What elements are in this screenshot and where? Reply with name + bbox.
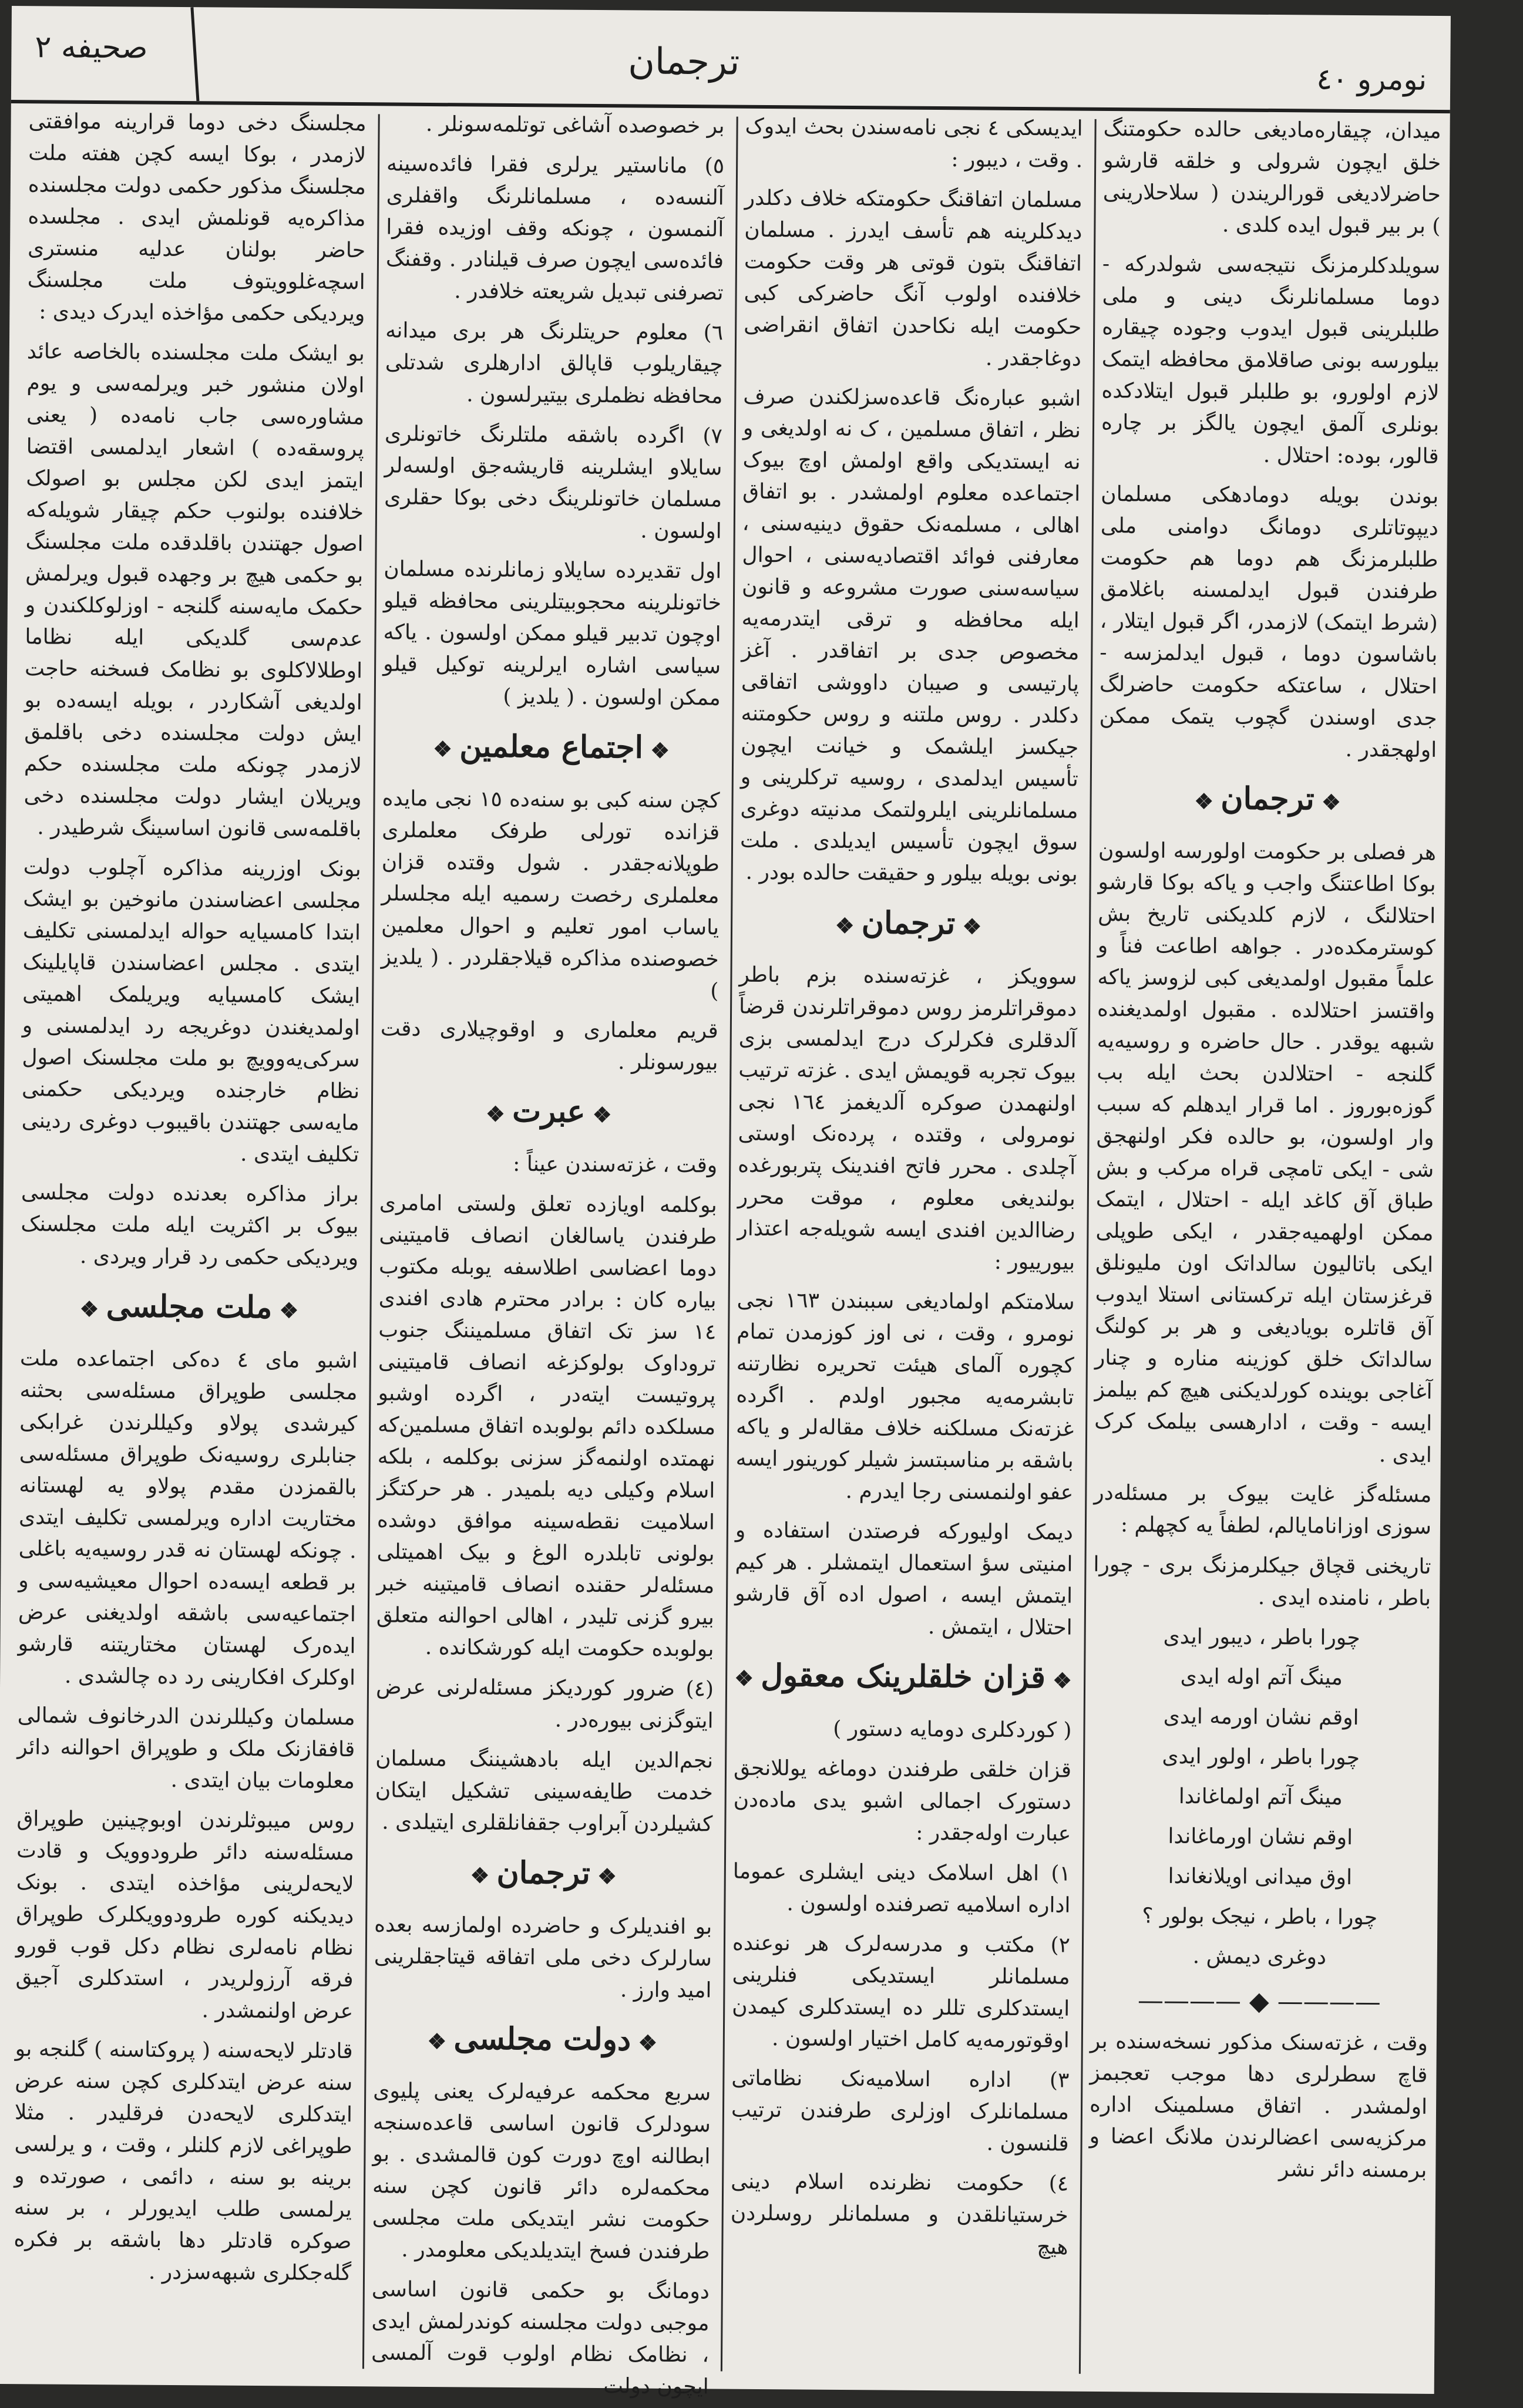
issue-number-label: نومرو ٤٠ bbox=[1316, 62, 1427, 97]
article-paragraph: بونک اوزرینه مذاکره آچلوب دولت مجلسی اعضاسندن مانوخین بو ایشک ابتدا کامسیایه حواله ایدلمسنی تکلیف ایتدی . مجلس اعضاسندن قاپایلینک ایشک کامسیایه ویریلمک اهمیتی اولمدیغندن دوغریجه رد ایدلمسنی و سرکی‌یه‌وویچ بو ملت مجلسنک اصول نظام خارجنده ویردیکی حکمنی مایه‌سی جهتندن باقیبوب دوغری ردینی تکلیف ایتدی . bbox=[21, 855, 361, 1167]
article-paragraph: سوویکز ، غزته‌سنده بزم باطر دموقراتلرمز روس دموقراتلرندن قرضاً آلدقلری فکرلرک درج ایدلمسی بزی بیوک تجربه قویمش ایدی . غزته ترتیب اولنهمدن صوکره آلدیغمز ١٦٤ نجی نومرولی ، وقتده ، پرده‌نک اوستی آچلدی . محرر فاتح افندینک پتربورغده بولندیغی معلوم ، موقت محرر رضاالدین افندی ایسه شویله‌جه اعتذار بیورییور : bbox=[737, 962, 1077, 1275]
article-paragraph: ٤) حکومت نظرنده اسلام دینی خرستیانلقدن و مسلمانلر روسلردن هیچ bbox=[730, 2169, 1069, 2259]
scan-background bbox=[1451, 0, 1523, 2390]
poem-line: مینگ آتم اولماغاندا bbox=[1178, 1784, 1343, 1810]
article-paragraph: ٥) ماناستیر یرلری فقرا فائده‌سینه آلنسه‌ده ، مسلمانلرنگ واقفلری آلنمسون ، چونکه وقف اوزیده فقرا فائده‌سی ایچون صرف قیلنادر . وقفنگ تصرفنی تبدیل شریعته خلافدر . bbox=[385, 151, 725, 305]
article-paragraph: مجلسنگ دخی دوما قرارینه موافقتی لازمدر ، بوکا ایسه کچن هفته ملت مجلسنگ مذکور حکمی دولت مجلسنده مذاکره‌یه قونلمش ایدی . مجلسده حاضر بولنان عدلیه منستری اسچه‌غلوویتوف ملت مجلسنگ ویردیکی حکمی مؤاخذه ایدرک دیدی : bbox=[27, 109, 367, 326]
article-paragraph: براز مذاکره بعدنده دولت مجلسی بیوک بر اکثریت ایله ملت مجلسنک ویردیکی حکمی رد قرار ویردی . bbox=[21, 1180, 359, 1271]
section-heading: ❖ ملت مجلسی ❖ bbox=[20, 1282, 358, 1335]
article-paragraph: وقت ، غزته‌سندن عیناً : bbox=[513, 1152, 718, 1178]
column-2 bbox=[729, 111, 1083, 2380]
article-paragraph: کچن سنه کبی بو سنه‌ده ١٥ نجی مایده قزانده تورلی طرفک معلملری طوپلانه‌جقدر . شول وقتده قزان معلملری رخصت رسمیه ایله مجلسلر یاساب امور تعلیم و احوال معلمین خصوصنده مذاکره قیلاجقلردر . ( یلدیز ) bbox=[381, 786, 720, 1003]
article-paragraph: قادتلر لایحه‌سنه ( پروکتاسنه ) گلنجه بو سنه عرض ایتدکلری کچن سنه عرض ایتدکلری لایحه‌دن فرقلیدر . مثلا طوپراغی لازم کلنلر ، وقت ، و یرلسی برینه بو سنه ، دائمی ، صورتده و یرلمسی طلب ایدیورلر ، بر سنه صوکره قادتلر دها باشقه بر فکره گله‌جکلری شبهه‌سزدر . bbox=[14, 2037, 353, 2286]
section-heading: ❖ ترجمان ❖ bbox=[375, 1848, 713, 1901]
article-paragraph: بو ایشک ملت مجلسنده بالخاصه عائد اولان منشور خبر ویرلمه‌سی و یوم مشاوره‌سی جاب نامه‌ده ( یعنی پروسقه‌ده ) اشعار ایدلمسی اقتضا ایتمز ایدی لکن مجلس بو اصولک خلافنده بولنوب حکم چیقار شویله‌که اصول جهتندن باقلدقده ملت مجلسنگ بو حکمی هیچ بر وجهده قبول ویرلمش حکمک مایه‌سنه گلنجه - اوزلوکلکندن و عدم‌سی گلدیکی ایله نظاما اوطلالاکلوی بو نظامک فسخنه حاجت اولدیغی آشکاردر ، بویله ایسه‌ده بو ایش دولت مجلسنده دخی باقلمق لازمدر چونکه ملت مجلسنده حکم ویریلان ایشار دولت مجلسنده دخی باقلمه‌سی قانون اساسینگ شرطیدر . bbox=[23, 339, 365, 842]
ink-stroke bbox=[190, 7, 199, 101]
article-paragraph: نجم‌الدین ایله بادهشیننگ مسلمان خدمت طایفه‌سینی تشکیل ایتکان کشیلردن آبراوب جقفانلقلری ایتیلدی . bbox=[375, 1746, 714, 1837]
poem-line: مینگ آتم اوله ایدی bbox=[1180, 1664, 1343, 1690]
article-paragraph: ٦) معلوم حریتلرنگ هر بری میدانه چیقاریلوب قاپالق ادارهلری شدتلی محافظه نظملری بیتیرلسون . bbox=[385, 318, 724, 409]
article-paragraph: اشبو مای ٤ ده‌کی اجتماعده ملت مجلسی طوپراق مسئله‌سی بحثنه کیرشدی پولاو وکیللرندن غرابکی جنابلری روسیه‌نک طوپراق مسئله‌سی بالقمزدن مقدم پولاو یه لهستانه مختاریت اداره ویرلمسی تکلیف ایتدی . چونکه لهستان نه قدر روسیه‌یه باغلی بر قطعه ایسه‌ده احوال معیشیه‌سی و اجتماعیه‌سی باشقه اولدیغنی عرض ایده‌رک لهستان مختاریتنه قارشو اوکلرک افکارینی رد ده چالشدی . bbox=[18, 1346, 358, 1690]
article-paragraph: هر فصلی بر حکومت اولورسه اولسون بوکا اطاعتنگ واجب و یاکه بوکا قارشو احتلالنگ ، لازم کلدیکنی تاریخ بش کوسترمکده‌در . جواهه اطاعت فناً و علماً مقبول اولمدیغی کبی لزوسز یاکه واقتسز احتلالده . مقبول اولمدیغنده شبهه یوقدر . حال حاضره و روسیه‌یه گلنجه - احتلالدن بحث ایله بب گوزه‌بوروز . اما قرار ایدهلم که سبب وار اولسون، بو حالده فکر اولنهجق شی - ایکی تامچی قراه مرکب و بش طباق آق کاغد ایله - احتلال ، ایتمک ممکن اولهمیه‌جقدر ، ایکی طوپلی ایکی باتالیون سالداتک اون ملیونلق قرغزستان ایله ترکستانی استلا ایدوب آق قاتلره بویادیغی و هر بر کولنگ سالداتک خلق کوزینه مناره و چنار آغاجی بوینده کورلدیکنی هیچ کم بیلمز ایسه - وقت ، ادارهسی بیلمک کرک ایدی . bbox=[1094, 838, 1437, 1467]
newspaper-title: ترجمان bbox=[628, 39, 740, 83]
masthead bbox=[11, 6, 1451, 116]
section-heading: ❖ عبرت ❖ bbox=[380, 1087, 718, 1139]
article-paragraph: سلامتکم اولمادیغی سببندن ١٦٣ نجی نومرو ، وقت ، نی اوز کوزمدن تمام کچوره آلمای هیئت تحریره نظارتنه تابشرمه‌یه مجبور اولدم . اگرده غزته‌نک مسلکنه خلاف مقاله‌لر و یاکه باشقه بر مناسبتسز شیلر کورینور ایسه عفو اولنمسنی رجا ایدرم . bbox=[735, 1288, 1075, 1505]
section-heading: ❖ دولت مجلسی ❖ bbox=[374, 2015, 712, 2067]
article-paragraph: قریم معلماری و اوقوچیلاری دقت بیورسونلر . bbox=[380, 1016, 718, 1075]
poem-line: اوق میدانی اویلانغاندا bbox=[1168, 1864, 1353, 1890]
article-paragraph: سربع محکمه عرفیه‌لرک یعنی پلیوی سودلرک قانون اساسی قاعده‌سنجه ابطالنه اوچ دورت کون قالمشدی . بو محکمه‌لره دائر قانون کچن سنه حکومت نشر ایتدیکی ملت مجلسی طرفندن فسخ ایتدیلدیکی معلومدر . bbox=[372, 2079, 711, 2264]
article-paragraph: ٢) مکتب و مدرسه‌لرک هر نوعنده مسلمانلر ایستدیکی فنلرینی ایستدکلری تللر ده ایستدکلری کیمدن اوقوتورمه‌یه کامل اختیار اولسون . bbox=[732, 1931, 1071, 2053]
section-heading: ❖ اجتماع معلمین ❖ bbox=[382, 722, 721, 774]
section-heading: ❖ قزان خلقلرینک معقول ❖ bbox=[734, 1652, 1073, 1705]
column-4 bbox=[13, 106, 367, 2375]
article-paragraph: وقت ، غزته‌سنک مذکور نسخه‌سنده بر قاچ سطرلری دها موجب تعجبمز اولمشدر . اتفاق مسلمینک اداره مرکزیه‌سی اعضالرندن ملانگ اعضا و برمسنه دائر نشر bbox=[1089, 2029, 1428, 2183]
article-paragraph: دیمک اولیورکه فرصتدن استفاده و امنیتی سؤ استعمال ایتمشلر . هر کیم ایتمش ایسه ، اصول اده آق قارشو احتلال ، ایتمش . bbox=[735, 1518, 1074, 1640]
article-paragraph: قزان خلقی طرفندن دوماغه یوللانجق دستورک اجمالی اشبو یدی ماده‌دن عبارت اوله‌جقدر : bbox=[733, 1756, 1072, 1846]
article-columns bbox=[0, 106, 1450, 2399]
poem-line: چورا ، باطر ، نیجک بولور ؟ bbox=[1142, 1904, 1378, 1930]
article-paragraph: سویلدکلرمزنگ نتیجه‌سی شولدرکه - دوما مسلمانلرنگ دینی و ملی طلبلرینی قبول ایدوب وجوده چیقاره بیلورسه بونی صاقلامق محافظه ایتمک لازم اولورو، بو طلبلر قبول ایتلادکده بونلری آلمق ایچون یالگز بر چاره قالور، بوده: احتلال . bbox=[1101, 251, 1441, 469]
section-heading: ❖ ترجمان ❖ bbox=[1098, 774, 1437, 827]
article-paragraph: بوندن بویله دومادهکی مسلمان دیپوتاتلری دومانگ دوامنی ملی طلبلرمزنگ هم دوما هم حکومت طرفندن قبول ایدلمسنه باغلامق (شرط ایتمک) لازمدر، اگر قبول ایتلار ، باشاسون دوما ، قبول ایدلمزسه - احتلال ، ساعتکه حکومت حاضرلگ جدی اوسندن گچوب یتمک ممکن اولهجقدر . bbox=[1099, 481, 1439, 762]
article-paragraph: بر خصوصده آشاغی توتلمه‌سونلر . bbox=[425, 112, 725, 139]
page-number-label: صحیفه ۲ bbox=[35, 29, 148, 66]
article-paragraph: بوکلمه اویازده تعلق ولستی امامری طرفندن یاسالغان انصاف قامیتینی دوما اعضاسی اطلاسفه یوبله مکتوب بیاره کان : برادر محترم هادی افندی ١٤ سز تک اتفاق مسلمیننگ جنوب تروداوک بولوکزغه انصاف قامیتینی پروتیست ایته‌در ، اگرده اوشبو مسلکده دائم بولوبده اتفاق مسلمین‌که نهمتده اولنمه‌گز سزنی بوکلمه ، بلکه اسلام وکیلی دیه بلمیدر . هر حرکتگز اسلامیت نقطه‌سینه موافق دوشده بولونی تابلدره الوغ و بیک اهمیتلی مسئله‌لر حقنده انصاف قامیتینه خبر بیرو گزنی تلیدر ، اهالی احوالنه متعلق بولوبده حکومت ایله کورشکانده . bbox=[376, 1191, 717, 1662]
article-paragraph: ٣) اداره اسلامیه‌نک نظاماتی مسلمانلرک اوزلری طرفندن ترتیب قلنسون . bbox=[731, 2066, 1070, 2156]
article-paragraph: اول تقدیرده سایلاو زمانلرنده مسلمان خاتونلرینه محجوبیتلرینی محافظه قیلو اوچون تدبیر قیلو ممکن اولسون . یاکه سیاسی اشاره ایرلرینه توکیل قیلو ممکن اولسون . ( یلدیز ) bbox=[383, 557, 722, 710]
article-paragraph: روس میبوثلرندن اوبوچینین طوپراق مسئله‌سنه دائر طرودوویک و قادت لایحه‌لرینی مؤاخذه ایتدی . بونک دیدیکنه کوره طرودوویکلرک طوپراق نظام نامه‌لری نظام دکل قوب قورو فرقه آرزولریدر ، استدکلری آجیق عرض اولنمشدر . bbox=[15, 1807, 355, 2024]
article-paragraph: میدان، چیقاره‌مادیغی حالده حکومتنگ خلق ایچون شرولی و خلقه قارشو حاضرلادیغی قورالریندن ( سلاحلارینی ) بر بیر قبول ایده کلدی . bbox=[1102, 116, 1441, 238]
article-paragraph: تاریخنی قچاق جیکلرمزنگ بری - چورا باطر ، نامنده ایدی . bbox=[1093, 1552, 1431, 1611]
poem-line: دوغری دیمش . bbox=[1192, 1944, 1327, 1969]
section-heading: ❖ ترجمان ❖ bbox=[739, 899, 1078, 951]
article-paragraph: اشبو عباره‌نگ قاعده‌سزلکندن صرف نظر ، اتفاق مسلمین ، ک نه اولدیغی و نه ایستدیکی واقع اولمش اوچ بیوک اجتماعده معلوم اولمشدر . بو اتفاق اهالی ، مسلمه‌نک حقوق دینیه‌سنی ، معارفنی فوائد اقتصادیه‌سنی ، احوال سیاسه‌سنی صورت مشروعه و قانون ایله محافظه و ترقی ایتدرمه‌یه مخصوص جدی بر اتفاقدر . آغز پارتیسی و صیبان داووشی اتفاقی دکلدر . روس ملتنه و روس حکومتنه جیکسز ایلشمک و خیانت ایچون تأسیس ایدلمدی ، روسیه ترکلرینی و مسلمانلرینی ایلرولتمک مدنیته دوغری سوق ایچون تأسیس ایدیلدی . ملت بونی بویله بیلور و حقیقت حالده بودر . bbox=[739, 384, 1081, 887]
article-paragraph: ( کوردکلری دومایه دستور ) bbox=[833, 1716, 1072, 1743]
article-paragraph: ٧) اگرده باشقه ملتلرنگ خاتونلری سایلاو ایشلرینه قاریشه‌جق اولسه‌لر مسلمان خاتونلرینگ دخی بوکا حقلری اولسون . bbox=[384, 422, 723, 544]
poem-line: چورا باطر ، اولور ایدی bbox=[1162, 1744, 1360, 1770]
article-paragraph: دومانگ بو حکمی قانون اساسی موجبی دولت مجلسنه کوندرلمش ایدی ، نظامک نظام اولوب قوت آلمسی ایچون دولت bbox=[371, 2277, 710, 2399]
article-paragraph: (٤) ضرور کوردیکز مسئله‌لرنی عرض ایتوگزنی بیوره‌در . bbox=[375, 1675, 714, 1733]
article-paragraph: بو افندیلرک و حاضرده اولمازسه بعده سارلرک دخی ملی اتفاقه قیتاجقلرینی امید وارز . bbox=[374, 1912, 712, 2003]
article-paragraph: مسلمان وکیللرندن الدرخانوف شمالی قافقازنک ملک و طوپراق احوالنه دائر معلومات بیان ایتدی . bbox=[17, 1703, 355, 1794]
article-paragraph: مسلمان اتفاقنگ حکومتکه خلاف دکلدر دیدکلرینه هم تأسف ایدرز . مسلمان اتفاقنگ بتون قوتی هر وقت حکومت خلافنده اولوب آنگ حاضرکی کبی حکومت ایله نکاحدن اتفاق انقراضی دوغاجقدر . bbox=[744, 186, 1082, 371]
article-paragraph: ایدیسکی ٤ نجی نامه‌سندن بحث ایدوک . وقت ، دیبور : bbox=[745, 114, 1083, 173]
ornament-divider: ———— ◆ ———— bbox=[1137, 1985, 1381, 2018]
poem-line: اوقم نشان اورماغاندا bbox=[1168, 1824, 1353, 1850]
article-paragraph: ١) اهل اسلامک دینی ایشلری عموما اداره اسلامیه تصرفنده اولسون . bbox=[732, 1859, 1071, 1918]
article-paragraph: مسئله‌گز غایت بیوک بر مسئله‌در سوزی اوزانامایالم، لطفاً یه کچهلم : bbox=[1094, 1480, 1432, 1539]
newspaper-page bbox=[0, 6, 1451, 2399]
poem-line: چورا باطر ، دیبور ایدی bbox=[1163, 1624, 1360, 1651]
column-1 bbox=[1088, 113, 1441, 2382]
poem-line: اوقم نشان اورمه ایدی bbox=[1163, 1704, 1359, 1730]
column-3 bbox=[371, 108, 725, 2399]
